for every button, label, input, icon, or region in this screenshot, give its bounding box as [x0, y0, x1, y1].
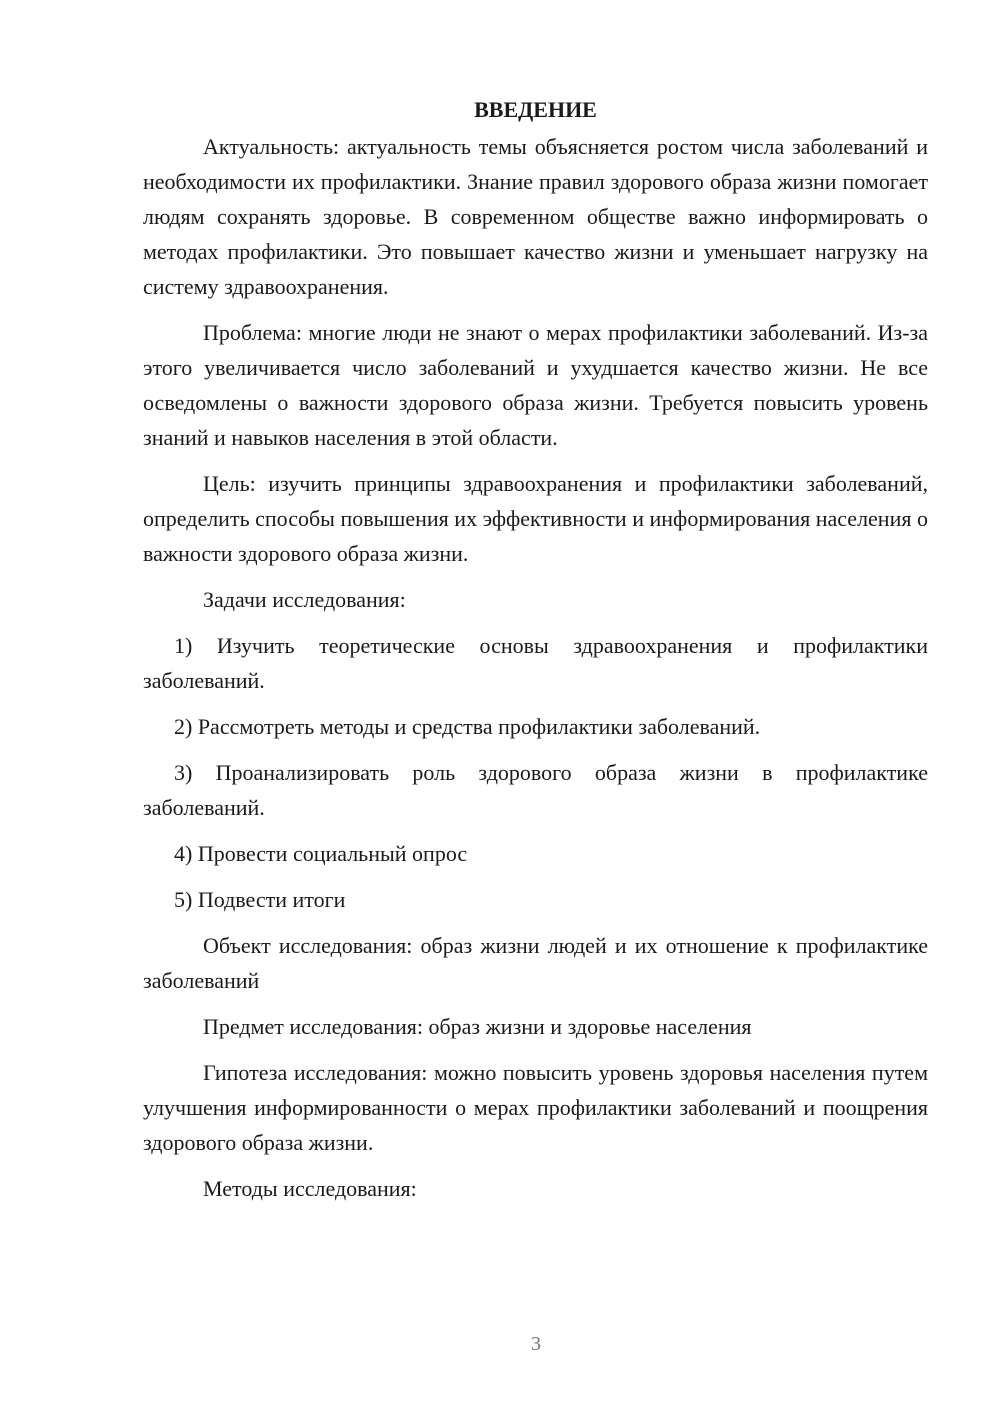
goal-paragraph: Цель: изучить принципы здравоохранения и профилактики заболеваний, определить способы повышения их эффективности и информирования населения о важности здорового образа жизни. [143, 471, 928, 566]
subject-paragraph: Предмет исследования: образ жизни и здоровье населения [203, 1014, 752, 1039]
tasks-heading: Задачи исследования: [203, 587, 406, 612]
relevance-paragraph: Актуальность: актуальность темы объясняется ростом числа заболеваний и необходимости их профилактики. Знание правил здорового образа жизни помогает людям сохранять здоровье. В современном обществе важно информировать о методах профилактики. Это повышает качество жизни и уменьшает нагрузку на систему здравоохранения. [143, 134, 928, 299]
section-title: ВВЕДЕНИЕ [474, 97, 597, 122]
task-item-1: 1) Изучить теоретические основы здравоохранения и профилактики заболеваний. [143, 633, 928, 693]
hypothesis-paragraph: Гипотеза исследования: можно повысить уровень здоровья населения путем улучшения информированности о мерах профилактики заболеваний и поощрения здорового образа жизни. [143, 1060, 928, 1155]
problem-paragraph: Проблема: многие люди не знают о мерах профилактики заболеваний. Из-за этого увеличивается число заболеваний и ухудшается качество жизни. Не все осведомлены о важности здорового образа жизни. Требуется повысить уровень знаний и навыков населения в этой области. [143, 320, 928, 450]
methods-heading: Методы исследования: [203, 1176, 417, 1201]
document-page [143, 92, 928, 1217]
page-number: 3 [531, 1333, 541, 1355]
task-item-3: 3) Проанализировать роль здорового образа жизни в профилактике заболеваний. [143, 760, 928, 820]
task-item-4: 4) Провести социальный опрос [174, 841, 468, 866]
object-paragraph: Объект исследования: образ жизни людей и их отношение к профилактике заболеваний [143, 933, 928, 993]
task-item-5: 5) Подвести итоги [174, 887, 346, 912]
task-item-2: 2) Рассмотреть методы и средства профилактики заболеваний. [174, 714, 761, 739]
